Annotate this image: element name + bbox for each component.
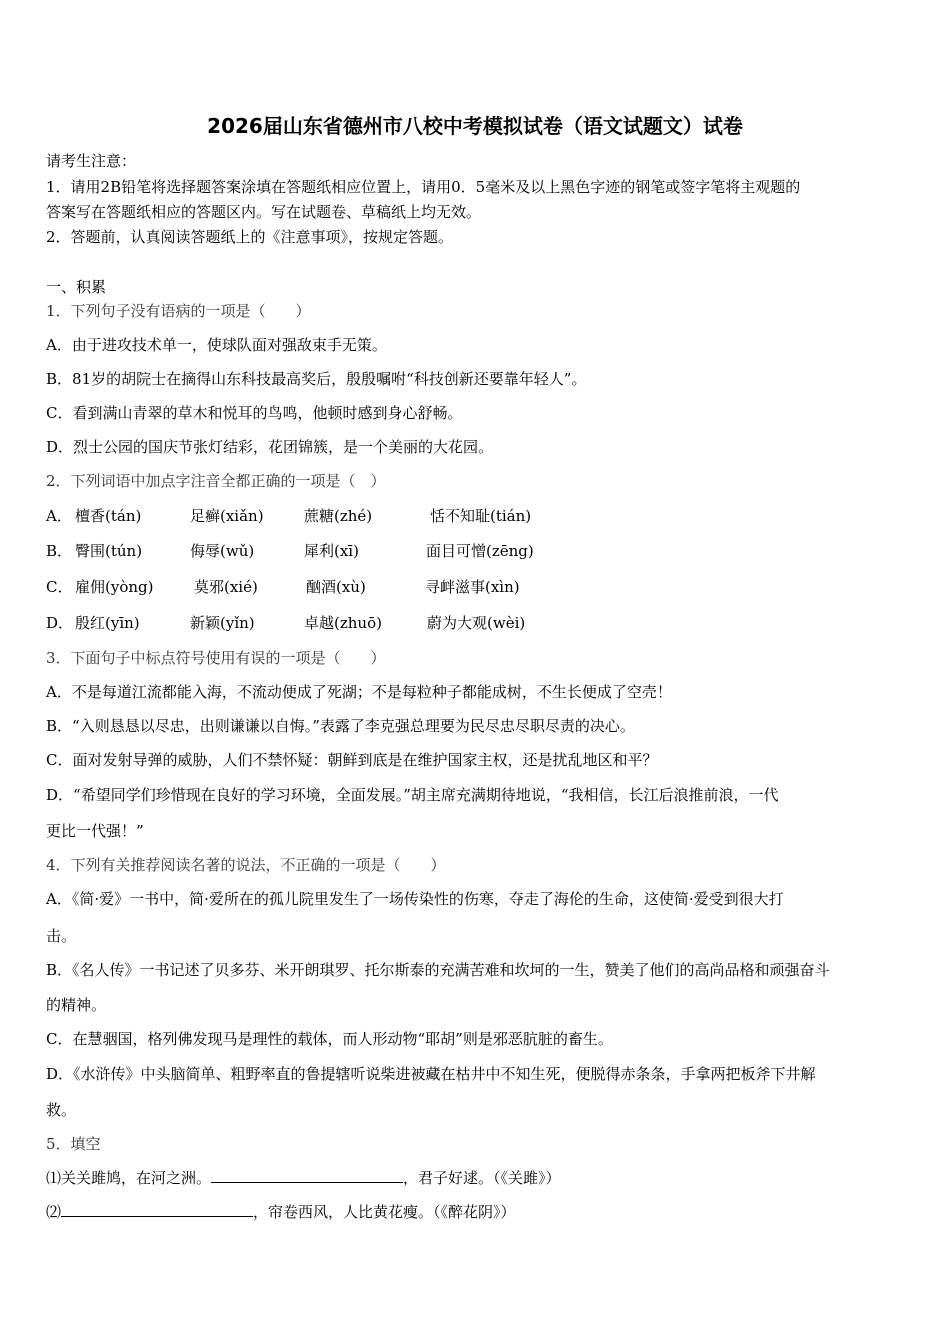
pinyin-word: 酗酒(xù) bbox=[306, 578, 366, 596]
pinyin-word: 卓越(zhuō) bbox=[304, 614, 382, 632]
question-4-option-b-line-2: 的精神。 bbox=[46, 996, 107, 1014]
pinyin-word: 殷红(yīn) bbox=[75, 614, 140, 632]
question-3-stem: 3．下面句子中标点符号使用有误的一项是（ ） bbox=[46, 649, 386, 667]
page-title: 2026届山东省德州市八校中考模拟试卷（语文试题文）试卷 bbox=[207, 114, 743, 138]
pinyin-word: 面目可憎(zēng) bbox=[426, 542, 534, 560]
question-4-option-c: C．在慧骃国，格列佛发现马是理性的载体，而人形动物“耶胡”则是邪恶肮脏的畜生。 bbox=[46, 1030, 613, 1048]
question-4-option-b-line-1: B．《名人传》一书记述了贝多芬、米开朗琪罗、托尔斯泰的充满苦难和坎坷的一生，赞美了他们的高尚品格和顽强奋斗 bbox=[46, 961, 830, 979]
question-3-option-a: A．不是每道江流都能入海，不流动便成了死湖；不是每粒种子都能成树，不生长便成了空壳！ bbox=[46, 683, 672, 701]
answer-blank[interactable] bbox=[211, 1166, 403, 1183]
question-4-option-d-line-1: D．《水浒传》中头脑简单、粗野率直的鲁提辖听说柴进被藏在枯井中不知生死，便脱得赤条条，手拿两把板斧下井解 bbox=[46, 1065, 816, 1083]
pinyin-word: 臀围(tún) bbox=[75, 542, 143, 560]
section-heading: 一、积累 bbox=[46, 278, 107, 296]
answer-blank[interactable] bbox=[61, 1200, 253, 1217]
question-4-option-d-line-2: 救。 bbox=[46, 1101, 77, 1119]
notice-item-2: 2．答题前，认真阅读答题纸上的《注意事项》，按规定答题。 bbox=[46, 228, 454, 246]
item-text-before: ⑵ bbox=[46, 1203, 62, 1221]
question-1-option-d: D．烈士公园的国庆节张灯结彩，花团锦簇，是一个美丽的大花园。 bbox=[46, 438, 494, 456]
pinyin-word: 寻衅滋事(xìn) bbox=[425, 578, 520, 596]
option-label: B． bbox=[46, 542, 73, 560]
item-text-after: ，君子好逑。（《关雎》） bbox=[403, 1169, 561, 1187]
option-label: C． bbox=[46, 578, 73, 596]
question-3-option-c: C．面对发射导弹的威胁，人们不禁怀疑：朝鲜到底是在维护国家主权，还是扰乱地区和平？ bbox=[46, 751, 658, 769]
question-5-item-2 bbox=[46, 1200, 516, 1223]
question-4-option-a-line-1: A．《简·爱》一书中，简·爱所在的孤儿院里发生了一场传染性的伤寒，夺走了海伦的生命，这使简·爱受到很大打 bbox=[46, 890, 784, 908]
question-3-option-d-line-2: 更比一代强！” bbox=[46, 822, 144, 840]
question-1-option-a: A．由于进攻技术单一，使球队面对强敌束手无策。 bbox=[46, 336, 387, 354]
question-4-stem: 4．下列有关推荐阅读名著的说法，不正确的一项是（ ） bbox=[46, 856, 446, 874]
notice-item-1-line-1: 1．请用2B铅笔将选择题答案涂填在答题纸相应位置上，请用0．5毫米及以上黑色字迹的钢笔或签字笔将主观题的 bbox=[46, 178, 801, 196]
notice-item-1-line-2: 答案写在答题纸相应的答题区内。写在试题卷、草稿纸上均无效。 bbox=[46, 203, 482, 221]
question-3-option-b: B．“入则恳恳以尽忠，出则谦谦以自悔。”表露了李克强总理要为民尽忠尽职尽责的决心。 bbox=[46, 717, 635, 735]
question-5-item-1 bbox=[46, 1166, 561, 1189]
question-2-stem: 2．下列词语中加点字注音全都正确的一项是（ ） bbox=[46, 472, 386, 490]
question-1-option-c: C．看到满山青翠的草木和悦耳的鸟鸣，他顿时感到身心舒畅。 bbox=[46, 404, 463, 422]
question-5-stem: 5．填空 bbox=[46, 1135, 101, 1153]
question-1-option-b: B．81岁的胡院士在摘得山东科技最高奖后，殷殷嘱咐“科技创新还要靠年轻人”。 bbox=[46, 370, 587, 388]
pinyin-word: 侮辱(wǔ) bbox=[190, 542, 255, 560]
pinyin-word: 莫邪(xié) bbox=[194, 578, 258, 596]
pinyin-word: 足癣(xiǎn) bbox=[190, 507, 264, 525]
question-3-option-d-line-1: D．“希望同学们珍惜现在良好的学习环境，全面发展。”胡主席充满期待地说，“我相信，长江后浪推前浪，一代 bbox=[46, 786, 779, 804]
notice-heading: 请考生注意： bbox=[46, 152, 137, 170]
pinyin-word: 雇佣(yòng) bbox=[75, 578, 154, 596]
pinyin-word: 恬不知耻(tián) bbox=[430, 507, 532, 525]
question-4-option-a-line-2: 击。 bbox=[46, 927, 77, 945]
pinyin-word: 新颖(yǐn) bbox=[190, 614, 255, 632]
question-1-stem: 1．下列句子没有语病的一项是（ ） bbox=[46, 302, 311, 320]
option-label: D． bbox=[46, 614, 74, 632]
pinyin-word: 犀利(xī) bbox=[304, 542, 359, 560]
pinyin-word: 蔗糖(zhé) bbox=[304, 507, 373, 525]
pinyin-word: 蔚为大观(wèi) bbox=[427, 614, 526, 632]
pinyin-word: 檀香(tán) bbox=[75, 507, 142, 525]
item-text-after: ，帘卷西风，人比黄花瘦。（《醉花阴》） bbox=[253, 1203, 516, 1221]
option-label: A． bbox=[46, 507, 72, 525]
item-text-before: ⑴关关雎鸠，在河之洲。 bbox=[46, 1169, 212, 1187]
